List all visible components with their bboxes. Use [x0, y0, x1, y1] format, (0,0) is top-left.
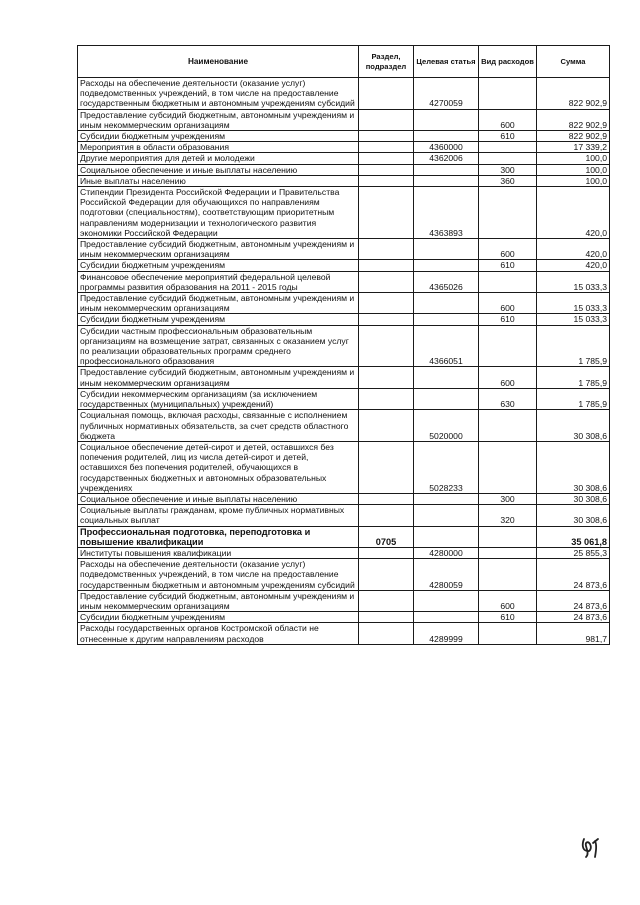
table-row — [78, 388, 610, 409]
row-name: Социальное обеспечение детей-сирот и детей, оставшихся без попечения родителей, лиц из числа детей-сирот и детей, оставшихся без попечения родителей, обучающихся в государственных бюджетных и автономных образовательных учреждениях — [78, 441, 359, 493]
row-name: Социальная помощь, включая расходы, связанные с исполнением публичных нормативных обязательств, за счет средств областного бюджета — [78, 410, 359, 442]
handwritten-page-number — [581, 835, 609, 859]
row-kind: 610 — [479, 260, 537, 271]
row-section — [359, 164, 414, 175]
row-sum: 822 902,9 — [537, 131, 610, 142]
row-target — [414, 239, 479, 260]
row-sum: 30 308,6 — [537, 410, 610, 442]
row-name: Финансовое обеспечение мероприятий федеральной целевой программы развития образования на 2011 - 2015 годы — [78, 271, 359, 292]
row-name: Субсидии некоммерческим организациям (за исключением государственных (муниципальных) учреждений) — [78, 388, 359, 409]
row-kind — [479, 547, 537, 558]
row-sum: 420,0 — [537, 260, 610, 271]
row-kind — [479, 78, 537, 110]
row-sum: 25 855,3 — [537, 547, 610, 558]
row-kind: 630 — [479, 388, 537, 409]
table-row — [78, 131, 610, 142]
row-section — [359, 260, 414, 271]
row-sum: 420,0 — [537, 239, 610, 260]
row-kind — [479, 142, 537, 153]
row-section — [359, 175, 414, 186]
row-target: 4366051 — [414, 325, 479, 367]
row-section — [359, 612, 414, 623]
row-kind — [479, 153, 537, 164]
row-kind: 600 — [479, 590, 537, 611]
row-sum: 822 902,9 — [537, 109, 610, 130]
row-target — [414, 131, 479, 142]
row-name: Иные выплаты населению — [78, 175, 359, 186]
row-target — [414, 164, 479, 175]
row-kind — [479, 271, 537, 292]
table-row — [78, 153, 610, 164]
row-sum: 17 339,2 — [537, 142, 610, 153]
row-target: 5020000 — [414, 410, 479, 442]
row-section — [359, 271, 414, 292]
row-sum: 30 308,6 — [537, 493, 610, 504]
row-kind: 320 — [479, 505, 537, 526]
row-section — [359, 493, 414, 504]
row-target: 4360000 — [414, 142, 479, 153]
row-target: 4270059 — [414, 78, 479, 110]
row-target — [414, 293, 479, 314]
row-kind: 600 — [479, 293, 537, 314]
row-name: Субсидии бюджетным учреждениям — [78, 314, 359, 325]
row-target — [414, 175, 479, 186]
row-kind: 600 — [479, 109, 537, 130]
row-name: Стипендии Президента Российской Федерации и Правительства Российской Федерации для обучающихся по направлениям подготовки (специальностям), соответствующим приоритетным направлениям модернизации и технологического развития экономики Российской Федерации — [78, 187, 359, 239]
row-target — [414, 314, 479, 325]
row-section — [359, 314, 414, 325]
row-kind — [479, 526, 537, 547]
row-sum: 822 902,9 — [537, 78, 610, 110]
row-section — [359, 325, 414, 367]
row-sum: 420,0 — [537, 187, 610, 239]
header-kind: Вид расходов — [479, 46, 537, 78]
row-section — [359, 187, 414, 239]
row-kind — [479, 410, 537, 442]
table-row — [78, 559, 610, 591]
row-name: Субсидии бюджетным учреждениям — [78, 612, 359, 623]
row-section — [359, 441, 414, 493]
table-row — [78, 325, 610, 367]
table-row — [78, 314, 610, 325]
table-row — [78, 623, 610, 644]
row-name: Предоставление субсидий бюджетным, автономным учреждениям и иным некоммерческим организациям — [78, 109, 359, 130]
table-row — [78, 526, 610, 547]
row-section — [359, 547, 414, 558]
row-sum: 35 061,8 — [537, 526, 610, 547]
row-section — [359, 410, 414, 442]
row-section: 0705 — [359, 526, 414, 547]
table-row — [78, 164, 610, 175]
row-sum: 24 873,6 — [537, 590, 610, 611]
header-section: Раздел, подраздел — [359, 46, 414, 78]
row-section — [359, 559, 414, 591]
table-row — [78, 410, 610, 442]
row-kind — [479, 187, 537, 239]
row-name: Социальное обеспечение и иные выплаты населению — [78, 493, 359, 504]
table-row — [78, 109, 610, 130]
table-row — [78, 590, 610, 611]
row-target — [414, 367, 479, 388]
row-target: 4280059 — [414, 559, 479, 591]
row-section — [359, 505, 414, 526]
table-row — [78, 505, 610, 526]
row-section — [359, 623, 414, 644]
row-kind — [479, 559, 537, 591]
table-row — [78, 612, 610, 623]
row-name: Институты повышения квалификации — [78, 547, 359, 558]
row-sum: 15 033,3 — [537, 293, 610, 314]
row-name: Субсидии бюджетным учреждениям — [78, 131, 359, 142]
table-row — [78, 441, 610, 493]
row-target — [414, 260, 479, 271]
row-sum: 24 873,6 — [537, 612, 610, 623]
row-name: Расходы на обеспечение деятельности (оказание услуг) подведомственных учреждений, в том числе на предоставление государственным бюджетным и автономным учреждениям субсидий — [78, 78, 359, 110]
row-name: Расходы государственных органов Костромской области не отнесенные к другим направлениям расходов — [78, 623, 359, 644]
row-kind: 360 — [479, 175, 537, 186]
row-sum: 981,7 — [537, 623, 610, 644]
row-sum: 100,0 — [537, 175, 610, 186]
row-sum: 15 033,3 — [537, 271, 610, 292]
table-row — [78, 271, 610, 292]
header-sum: Сумма — [537, 46, 610, 78]
row-target — [414, 505, 479, 526]
row-kind: 600 — [479, 367, 537, 388]
row-name: Социальные выплаты гражданам, кроме публичных нормативных социальных выплат — [78, 505, 359, 526]
row-name: Социальное обеспечение и иные выплаты населению — [78, 164, 359, 175]
row-section — [359, 293, 414, 314]
budget-table — [77, 45, 610, 645]
table-header-row — [78, 46, 610, 78]
row-kind: 600 — [479, 239, 537, 260]
row-section — [359, 109, 414, 130]
row-kind — [479, 441, 537, 493]
budget-table-sheet — [77, 45, 609, 645]
row-sum: 1 785,9 — [537, 367, 610, 388]
table-row — [78, 175, 610, 186]
row-target: 5028233 — [414, 441, 479, 493]
row-kind — [479, 325, 537, 367]
row-target: 4289999 — [414, 623, 479, 644]
table-row — [78, 187, 610, 239]
row-kind: 610 — [479, 612, 537, 623]
row-name: Субсидии частным профессиональным образовательным организациям на возмещение затрат, связанных с оказанием услуг по реализации образовательных программ среднего профессионального образования — [78, 325, 359, 367]
row-target — [414, 493, 479, 504]
row-name: Расходы на обеспечение деятельности (оказание услуг) подведомственных учреждений, в том числе на предоставление государственным бюджетным и автономным учреждениям субсидий — [78, 559, 359, 591]
row-kind: 300 — [479, 164, 537, 175]
row-name: Другие мероприятия для детей и молодежи — [78, 153, 359, 164]
row-target: 4365026 — [414, 271, 479, 292]
row-sum: 30 308,6 — [537, 505, 610, 526]
table-row — [78, 547, 610, 558]
row-section — [359, 78, 414, 110]
row-section — [359, 131, 414, 142]
row-name: Профессиональная подготовка, переподготовка и повышение квалификации — [78, 526, 359, 547]
row-name: Мероприятия в области образования — [78, 142, 359, 153]
row-name: Субсидии бюджетным учреждениям — [78, 260, 359, 271]
table-row — [78, 293, 610, 314]
row-kind: 610 — [479, 131, 537, 142]
table-row — [78, 493, 610, 504]
row-sum: 1 785,9 — [537, 325, 610, 367]
row-sum: 15 033,3 — [537, 314, 610, 325]
row-section — [359, 388, 414, 409]
row-kind — [479, 623, 537, 644]
row-target — [414, 526, 479, 547]
row-target — [414, 388, 479, 409]
row-sum: 24 873,6 — [537, 559, 610, 591]
row-target — [414, 612, 479, 623]
row-section — [359, 153, 414, 164]
row-name: Предоставление субсидий бюджетным, автономным учреждениям и иным некоммерческим организациям — [78, 239, 359, 260]
table-body — [78, 78, 610, 645]
row-section — [359, 367, 414, 388]
table-row — [78, 367, 610, 388]
row-name: Предоставление субсидий бюджетным, автономным учреждениям и иным некоммерческим организациям — [78, 367, 359, 388]
row-target: 4363893 — [414, 187, 479, 239]
header-target: Целевая статья — [414, 46, 479, 78]
row-sum: 100,0 — [537, 164, 610, 175]
row-target: 4280000 — [414, 547, 479, 558]
table-row — [78, 239, 610, 260]
row-name: Предоставление субсидий бюджетным, автономным учреждениям и иным некоммерческим организациям — [78, 590, 359, 611]
row-sum: 30 308,6 — [537, 441, 610, 493]
row-target — [414, 109, 479, 130]
table-row — [78, 260, 610, 271]
row-sum: 100,0 — [537, 153, 610, 164]
row-name: Предоставление субсидий бюджетным, автономным учреждениям и иным некоммерческим организациям — [78, 293, 359, 314]
row-sum: 1 785,9 — [537, 388, 610, 409]
row-target — [414, 590, 479, 611]
row-kind: 300 — [479, 493, 537, 504]
header-name: Наименование — [78, 46, 359, 78]
row-section — [359, 239, 414, 260]
row-target: 4362006 — [414, 153, 479, 164]
row-kind: 610 — [479, 314, 537, 325]
row-section — [359, 590, 414, 611]
table-row — [78, 142, 610, 153]
row-section — [359, 142, 414, 153]
table-row — [78, 78, 610, 110]
